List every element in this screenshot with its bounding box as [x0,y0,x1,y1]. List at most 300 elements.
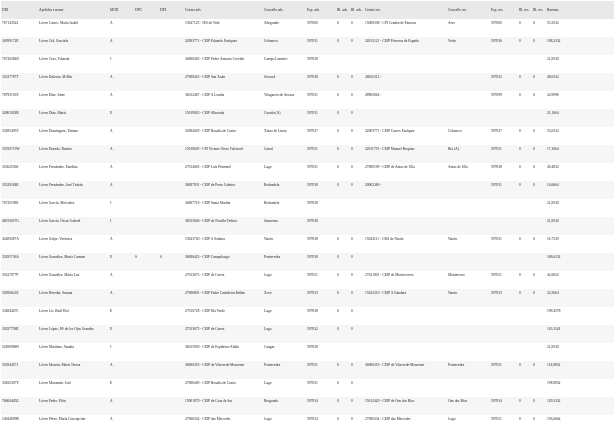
cell-assigned-specialty: 597038 [306,217,336,235]
cell-reserve-council [447,325,490,343]
header-assigned-bl-2: Bl. ads. [350,1,364,19]
cell-name: Lóvez Domínguez, Tatiana [39,129,78,133]
cell-score: 114,8832 [546,361,614,379]
cell-dpc [134,37,159,55]
cell-score: 21,8330 [547,57,559,61]
cell-score: 198,9832 [547,381,561,385]
table-row [1,361,614,379]
cell-dpc [134,73,159,91]
cell-reserve-council [447,307,490,325]
cell-reserve-specialty: 597033 [490,289,518,307]
table-row [1,199,614,217]
cell-name: Lóvez Díaz, María [38,109,109,127]
cell-dni: 52490968N [2,345,19,349]
cell-dni: 33037758E [1,325,38,343]
cell-dni: 35294457J [1,361,38,379]
cell-name: Lóvez Cid, Graciela [38,37,109,55]
cell-reserve-specialty: 597038 [491,165,502,169]
cell-dpc [134,109,159,127]
cell-reserve-council [447,55,490,73]
cell-dpl [159,361,184,379]
cell-dpl [159,37,184,55]
cell-assigned-school: 36012467 - CEIP A Lomba [185,93,225,97]
cell-reserve-council: Pontevedra [447,361,490,379]
header-assigned-specialty: Esp. ads. [306,1,336,19]
header-reserve-bl-1: Bl. res. [518,1,532,19]
cell-reserve-bl-1: 0 [518,361,532,379]
cell-mod: A [110,129,113,133]
table-row [1,307,614,325]
cell-score: 40,4832 [547,165,559,169]
cell-assigned-school: 32004029 - CEIP Rosalía de Castro [185,129,237,133]
cell-dpl [159,19,184,37]
cell-reserve-council: Antas de Ulla [448,165,468,169]
cell-reserve-bl-1: 0 [518,73,532,91]
cell-reserve-specialty [490,253,518,271]
cell-dni: 33329184E [1,181,38,199]
cell-dni: 33825307Y [2,381,19,385]
cell-assigned-specialty: 597031 [307,381,318,385]
cell-reserve-bl-2: 0 [532,73,546,91]
cell-reserve-bl-2 [532,253,546,271]
cell-mod: A [110,417,113,421]
cell-reserve-bl-2: 0 [532,145,546,163]
cell-score: 17,1664 [546,145,614,163]
cell-dpc [134,361,159,379]
cell-assigned-school: 27014665 - CEIP Luís Pimentel [185,165,231,169]
cell-dni: 33550719W [1,145,38,163]
cell-reserve-council: Ría (A) [447,145,490,163]
cell-assigned-council: Abegondo [264,21,279,25]
cell-mod: A [109,145,134,163]
cell-assigned-council: Redondela [264,201,280,205]
cell-assigned-specialty: 597038 [306,73,336,91]
cell-reserve-school [364,379,447,397]
cell-reserve-school: 32003771 - CEIP Curros Enríquez [365,129,415,133]
table-row [1,271,614,289]
cell-reserve-school [364,109,447,127]
cell-dni: 76720284N [2,57,19,61]
cell-dpl: S [159,253,184,271]
cell-reserve-school [364,307,447,325]
cell-mod: A [109,181,134,199]
cell-assigned-specialty: 597038 [307,309,318,313]
cell-dni: 33285495Y [2,129,19,133]
cell-mod: A [109,361,134,379]
cell-assigned-school: 36007031 - CEIP de Porto Cabeiro [184,181,263,199]
cell-assigned-bl-1: 0 [337,417,339,421]
cell-name: Lóvez Pérez, María Concepción [39,417,86,421]
cell-reserve-specialty: 597031 [491,237,502,241]
cell-dni: 10044699B [2,417,19,421]
cell-assigned-school: 27013673 - CEIP de Cueva [184,325,263,343]
cell-name: Lóvez Pedro, Pilar [38,397,109,415]
cell-assigned-specialty: 597600 [307,21,318,25]
table-row [1,73,614,91]
cell-assigned-school: 27006334 - CEIP das Mercedes [185,417,231,421]
cell-score: 129,3332 [546,397,614,415]
cell-assigned-specialty: 597031 [306,145,336,163]
table-row [1,181,614,199]
cell-reserve-bl-2: 0 [533,21,535,25]
table-row [1,289,614,307]
cell-reserve-council [447,91,490,109]
cell-mod: J [110,201,112,205]
cell-dpl [159,397,184,415]
cell-assigned-school: 27000423 - CEIP San Xoán [184,73,263,91]
cell-name: Lóvez Golpe, Verónica [39,237,73,241]
cell-assigned-specialty: 597038 [306,253,336,271]
cell-assigned-council: Carral [263,145,306,163]
cell-assigned-bl-2: 0 [350,361,364,379]
cell-assigned-specialty: 597037 [307,129,318,133]
header-dni: DNI [1,1,38,19]
header-assigned-bl-1: Bl. ads. [336,1,350,19]
cell-dni: 33484447C [2,309,19,313]
cell-mod: J [110,57,112,61]
cell-mod: A [109,73,134,91]
cell-dpc [134,145,159,163]
cell-assigned-bl-2: 0 [350,37,364,55]
cell-reserve-bl-2: 0 [533,129,535,133]
cell-assigned-school: 15027125 - IES de Vide [185,21,220,25]
cell-reserve-bl-2 [532,217,546,235]
cell-assigned-council: Lugo [264,309,272,313]
cell-assigned-council: Lugo [264,165,272,169]
cell-assigned-bl-1 [336,343,350,361]
cell-assigned-bl-2 [350,55,364,73]
cell-assigned-bl-2 [350,217,364,235]
cell-reserve-council: Narón [448,237,457,241]
cell-assigned-specialty: 597033 [306,289,336,307]
cell-dpc [134,325,159,343]
cell-assigned-bl-1: 0 [337,21,339,25]
cell-name: Lóvez Castro, María Isabel [39,21,79,25]
cell-assigned-specialty: 597031 [306,37,336,55]
cell-assigned-specialty: 597038 [307,201,318,205]
cell-dpl [159,289,184,307]
cell-assigned-bl-1: 0 [337,273,339,277]
header-reserve-school: Centro res. [364,1,447,19]
cell-reserve-bl-1 [518,307,532,325]
header-assigned-school: Centro ads. [184,1,263,19]
cell-dpc [134,307,159,325]
cell-reserve-bl-1 [518,199,532,217]
cell-assigned-bl-2: 0 [351,417,353,421]
cell-name: Lóvez López, Mª de los Ojos Grandes [38,325,109,343]
cell-score: 21,8330 [547,345,559,349]
cell-assigned-council: Bergondo [263,397,306,415]
cell-reserve-specialty: 597032 [490,73,518,91]
cell-reserve-bl-2 [532,379,546,397]
cell-assigned-bl-1: 0 [336,325,350,343]
cell-dpl [159,415,184,433]
header-reserve-specialty: Esp. res. [490,1,518,19]
cell-assigned-school: 15019023 - CEIP Alborada [184,109,263,127]
cell-score: 110,3324 [546,325,614,343]
cell-reserve-council [447,343,490,361]
cell-assigned-specialty: 597038 [307,237,318,241]
table-row [1,343,614,361]
cell-reserve-bl-2 [532,343,546,361]
cell-mod: E [109,253,134,271]
cell-dni: 78795156Y [2,93,19,97]
header-name: Apelidos e nome [38,1,109,19]
cell-reserve-council: Lugo [448,417,456,421]
cell-mod: J [110,345,112,349]
table-row [1,253,614,271]
cell-assigned-bl-1: 0 [336,73,350,91]
cell-reserve-bl-1 [518,325,532,343]
cell-reserve-bl-1: 0 [519,417,521,421]
cell-reserve-bl-1: 0 [519,165,521,169]
cell-dpl [159,109,184,127]
cell-dni: 46915657G [1,217,38,235]
cell-reserve-specialty [490,325,518,343]
cell-assigned-school: 36007710 - CEIP Santa Mariña [185,201,231,205]
cell-name: Lóvez Fernández, José Tristán [38,181,109,199]
cell-name: Lóvez Martínez, Amalia [39,345,75,349]
cell-dpc [134,397,159,415]
cell-reserve-specialty [490,217,518,235]
cell-assigned-bl-1 [336,55,350,73]
cell-assigned-bl-2: 0 [351,237,353,241]
cell-assigned-bl-2: 0 [350,73,364,91]
cell-assigned-specialty: 597031 [307,93,318,97]
cell-reserve-bl-2: 0 [532,397,546,415]
cell-score: 199,4578 [547,309,561,313]
cell-assigned-bl-2: 0 [351,273,353,277]
cell-reserve-bl-1: 0 [519,93,521,97]
cell-mod: E [110,381,113,385]
cell-dni: 33337787T [1,73,38,91]
cell-reserve-bl-1 [518,379,532,397]
cell-reserve-specialty: 597031 [491,417,502,421]
cell-score: 42,6832 [547,273,559,277]
cell-dni: 34959172E [1,37,38,55]
cell-dpl [159,343,184,361]
cell-reserve-specialty: 597031 [490,181,518,199]
cell-assigned-council: Pontevedra [263,361,306,379]
cell-reserve-bl-1 [518,343,532,361]
cell-reserve-specialty [490,55,518,73]
cell-mod: A [109,289,134,307]
cell-reserve-bl-2: 0 [532,361,546,379]
cell-assigned-school: 36006353 - CEIP de Vilaverde-Mourente [184,361,263,379]
cell-assigned-bl-2: 0 [351,129,353,133]
cell-name: Lóvez Fernández, Enedina [39,165,78,169]
cell-score: 22,5664 [546,289,614,307]
cell-assigned-bl-2: 0 [350,253,364,271]
cell-assigned-council: Lugo [264,273,272,277]
cell-reserve-bl-2 [532,307,546,325]
cell-dpl [159,271,184,289]
cell-dpc [134,199,159,217]
cell-assigned-school: 27016728 - CEIP Illa Verde [185,309,225,313]
cell-reserve-bl-1: 0 [518,289,532,307]
cell-assigned-bl-2 [350,199,364,217]
cell-mod: E [110,309,113,313]
table-row [1,127,614,145]
cell-reserve-specialty: 597031 [490,361,518,379]
cell-dpl [159,73,184,91]
cell-assigned-bl-1: 0 [336,289,350,307]
header-mod: MOD [109,1,134,19]
cell-dpc [134,91,159,109]
cell-assigned-council: Socorrá [263,73,306,91]
cell-dni: 76725198S [2,201,19,205]
cell-assigned-bl-1: 0 [337,165,339,169]
cell-assigned-bl-2: 0 [350,145,364,163]
cell-reserve-school [364,199,447,217]
cell-reserve-bl-2: 0 [532,181,546,199]
cell-assigned-school: 27013673 - CEIP de Cueva [185,273,225,277]
cell-reserve-bl-2: 0 [533,93,535,97]
table-row [1,217,614,235]
cell-assigned-bl-1: 0 [337,93,339,97]
cell-mod: A [109,37,134,55]
cell-name: Lóvez García, Óscar Gabriel [38,217,109,235]
cell-dni: 767143522 [2,21,19,25]
cell-reserve-bl-2: 0 [533,237,535,241]
cell-assigned-council: Sanxenxo [263,217,306,235]
cell-reserve-bl-1 [518,217,532,235]
cell-reserve-specialty [490,379,518,397]
cell-dpc [134,181,159,199]
cell-dpc [134,379,159,397]
cell-assigned-specialty: 597034 [307,417,318,421]
cell-dpc [134,289,159,307]
cell-assigned-specialty: 597031 [307,165,318,169]
cell-name: Lóvez Dorado, Beatriz [38,145,109,163]
cell-mod: A [110,21,113,25]
cell-dpc [134,415,159,433]
cell-reserve-specialty: 597034 [490,397,518,415]
cell-reserve-specialty: 597031 [491,273,502,277]
cell-dpl [159,55,184,73]
header-assigned-council: Concello ads. [263,1,306,19]
cell-assigned-school: 15010605 - CPI Vicente Otero Valcárcel [184,145,263,163]
cell-reserve-bl-2: 0 [532,37,546,55]
cell-dni: 76604445Z [1,397,38,415]
cell-dni: 32409287A [2,237,19,241]
cell-reserve-school: 15000338 - CPI Ceadea de Fanoras [365,21,417,25]
cell-dni: 33956621E [1,289,38,307]
cell-assigned-specialty: 597038 [307,345,318,349]
cell-reserve-bl-2 [532,325,546,343]
cell-reserve-council [447,109,490,127]
cell-reserve-school: 28965062 - [365,93,382,97]
cell-reserve-school: 15022310 - CEIP A Gándara [364,289,447,307]
table-row [1,55,614,73]
cell-mod: A [109,397,134,415]
cell-name: Lóvez González, María Luz [39,273,80,277]
cell-mod: J [109,217,134,235]
cell-reserve-council: Verín [447,37,490,55]
cell-assigned-council: Xinzo de Limia [264,129,287,133]
cell-assigned-school: 15023740 - CEIP A Solaina [185,237,225,241]
cell-assigned-school: 15001070 - CEIP de Cruz de Sar [184,397,263,415]
cell-assigned-school: 27006801 - CEIP Padre Castiñeira Rellán [184,289,263,307]
cell-reserve-bl-2: 0 [532,289,546,307]
cell-assigned-school: 27006449 - CEIP Rosalía de Castro [185,381,237,385]
cell-reserve-bl-1: 0 [518,397,532,415]
cell-reserve-school: 32011755 - CEIP Manuel Respino [364,145,447,163]
cell-assigned-bl-2 [350,343,364,361]
table-row [1,37,614,55]
cell-reserve-bl-1: 0 [518,181,532,199]
cell-reserve-school [364,217,447,235]
cell-dni: 35295736A [1,253,38,271]
cell-reserve-specialty: 597600 [491,21,502,25]
cell-reserve-bl-1: 0 [519,237,521,241]
cell-assigned-school: 36006423 - CEIP Campolongo [184,253,263,271]
cell-dpc [134,163,159,181]
table-row [1,145,614,163]
cell-reserve-council: Narón [447,289,490,307]
cell-dpc [134,217,159,235]
cell-reserve-specialty: 597099 [491,93,502,97]
cell-assigned-bl-2: 0 [350,397,364,415]
cell-reserve-bl-1: 0 [519,129,521,133]
cell-score: 14,6664 [546,181,614,199]
cell-dpl [159,235,184,253]
cell-assigned-bl-1: 0 [336,109,350,127]
cell-reserve-council: Ons dos Ríos [447,397,490,415]
cell-score: 53,3332 [547,21,559,25]
cell-reserve-council [447,217,490,235]
cell-assigned-council: Vilagarcía de Arousa [264,93,295,97]
cell-reserve-bl-2 [532,55,546,73]
cell-dpc [134,343,159,361]
cell-reserve-specialty [490,109,518,127]
cell-reserve-specialty: 597031 [490,145,518,163]
cell-reserve-school: 27006334 - CEIP das Mercedes [365,417,411,421]
table-row [1,379,614,397]
cell-dpc [134,55,159,73]
cell-assigned-council: Narón [264,237,273,241]
cell-reserve-specialty: 597036 [490,37,518,55]
cell-assigned-bl-1 [336,199,350,217]
cell-reserve-school: 28025312 - [364,73,447,91]
cell-score: 48,6332 [546,73,614,91]
cell-assigned-specialty: 597038 [306,181,336,199]
cell-reserve-specialty: 597037 [491,129,502,133]
cell-mod: E [109,325,134,343]
cell-assigned-council: Redondela [263,181,306,199]
table-row [1,19,614,37]
cell-assigned-school: 32003771 - CEIP Eduardo Enríquez [184,37,263,55]
cell-reserve-council [447,199,490,217]
cell-mod: A [110,93,113,97]
cell-score: 21,8330 [547,201,559,205]
cell-name: Lóvez Muramán, José [39,381,71,385]
cell-assigned-school: 36000403 - CEIP Pedro Antonio Cerviño [185,57,245,61]
header-dpl: DPL [159,1,184,19]
cell-assigned-bl-1: 0 [336,253,350,271]
cell-assigned-bl-2: 0 [350,181,364,199]
cell-dpc [134,271,159,289]
cell-dpl [159,127,184,145]
cell-reserve-school: 27021801 - CEIP de Montecerves [365,273,414,277]
cell-score: 108,3332 [546,37,614,55]
cell-assigned-specialty: 597031 [306,361,336,379]
cell-assigned-school: 36015046 - CEIP de Nosilla-Teibiro [184,217,263,235]
cell-reserve-bl-1 [518,253,532,271]
cell-name: Lóvez Dafonte, M.Mar [38,73,109,91]
cell-score: 24,9998 [547,93,559,97]
cell-reserve-bl-1 [518,55,532,73]
